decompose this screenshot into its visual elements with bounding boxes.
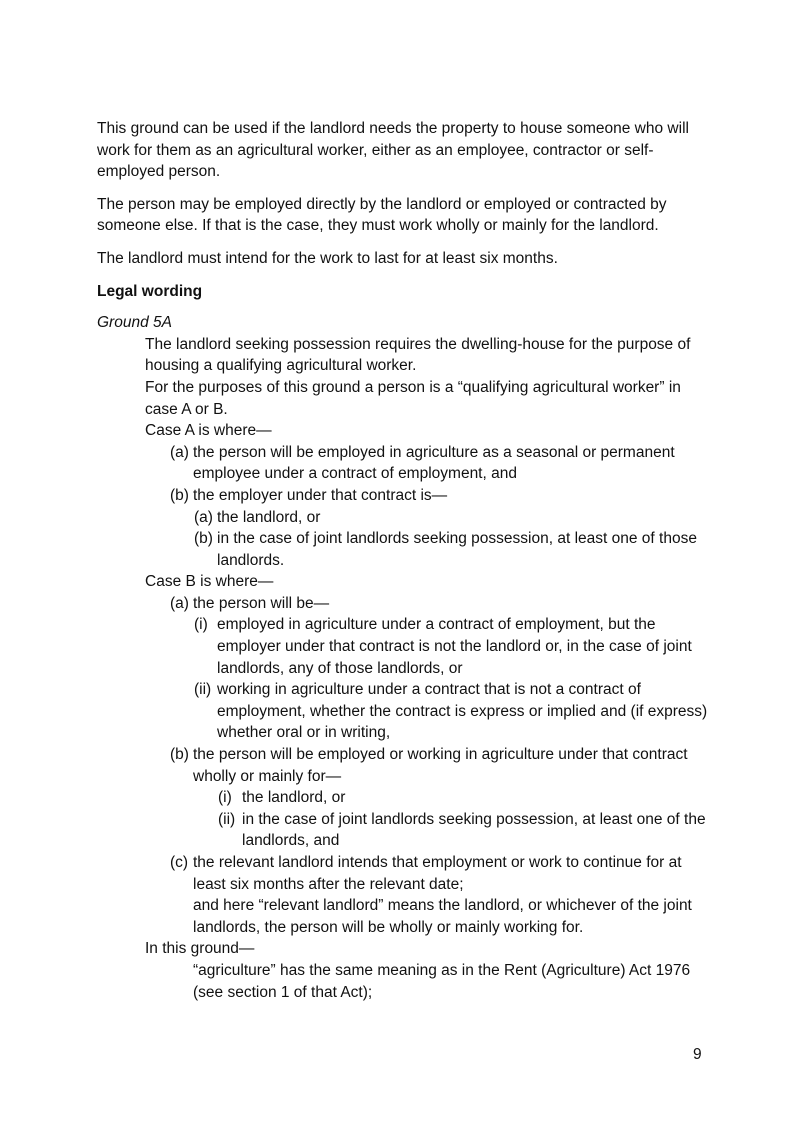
item-text: the employer under that contract is— — [193, 486, 448, 504]
item-label: (a) — [194, 508, 213, 526]
case-a-intro: Case A is where— — [145, 422, 272, 440]
case-b-continuation: and here “relevant landlord” means the landlord, or whichever of the joint landlords, the person will be wholly or mainly working for. — [193, 897, 692, 936]
case-a-item-b-a — [97, 507, 712, 529]
intro-paragraph-2: The person may be employed directly by the landlord or employed or contracted by someone else. If that is the case, they must work wholly or mainly for the landlord. — [97, 195, 667, 235]
page-number: 9 — [693, 1046, 702, 1063]
item-text: in the case of joint landlords seeking possession, at least one of the landlords, and — [242, 810, 706, 850]
legal-wording-heading: Legal wording — [97, 282, 203, 300]
item-label: (ii) — [194, 681, 212, 699]
intro-paragraph-1: This ground can be used if the landlord needs the property to house someone who will work for them as an agricultural worker, either as an employee, contractor or self-employed person. — [97, 120, 689, 181]
item-label: (i) — [218, 789, 232, 807]
item-label: (b) — [170, 486, 189, 504]
item-label: (b) — [194, 530, 213, 548]
case-b-item-a-i — [97, 614, 712, 679]
item-text: the person will be— — [193, 594, 330, 612]
in-this-ground: In this ground— — [145, 940, 255, 958]
case-a-item-b-b — [97, 528, 712, 571]
item-label: (c) — [170, 854, 189, 871]
case-a-item-b — [97, 485, 712, 507]
item-text: in the case of joint landlords seeking possession, at least one of those landlords. — [217, 530, 697, 569]
item-text: the landlord, or — [217, 508, 321, 526]
agriculture-definition: “agriculture” has the same meaning as in the Rent (Agriculture) Act 1976 (see section 1 of that Act); — [193, 961, 691, 1001]
intro-paragraph-3: The landlord must intend for the work to last for at least six months. — [97, 249, 558, 267]
item-text: the person will be employed in agriculture as a seasonal or permanent employee under a contract of employment, and — [193, 443, 675, 483]
item-label: (ii) — [218, 810, 236, 828]
case-b-item-c — [97, 852, 712, 895]
item-label: (b) — [170, 746, 189, 764]
item-text: the person will be employed or working in agriculture under that contract wholly or mainly for— — [193, 746, 688, 785]
item-text: the relevant landlord intends that employment or work to continue for at least six months after the relevant date; — [193, 854, 682, 893]
ground-title: Ground 5A — [97, 314, 172, 332]
document-page — [97, 118, 712, 1003]
case-b-item-b-ii — [97, 809, 712, 852]
legal-statement-2: For the purposes of this ground a person is a “qualifying agricultural worker” in case A or B. — [145, 378, 681, 418]
item-label: (a) — [170, 594, 189, 612]
case-a-item-a — [97, 442, 712, 485]
legal-statement-1: The landlord seeking possession requires the dwelling-house for the purpose of housing a qualifying agricultural worker. — [145, 335, 691, 375]
case-b-item-b-i — [97, 787, 712, 809]
case-b-intro: Case B is where— — [145, 573, 274, 591]
item-text: working in agriculture under a contract that is not a contract of employment, whether the contract is express or implied and (if express) whether oral or in writing, — [217, 681, 708, 742]
item-text: the landlord, or — [242, 789, 346, 807]
case-b-item-b — [97, 744, 712, 787]
item-label: (a) — [170, 443, 189, 461]
item-text: employed in agriculture under a contract of employment, but the employer under that contract is not the landlord or, in the case of joint landlords, any of those landlords, or — [217, 616, 692, 677]
case-b-item-a-ii — [97, 679, 712, 744]
case-b-item-a — [97, 593, 712, 615]
item-label: (i) — [194, 616, 208, 634]
